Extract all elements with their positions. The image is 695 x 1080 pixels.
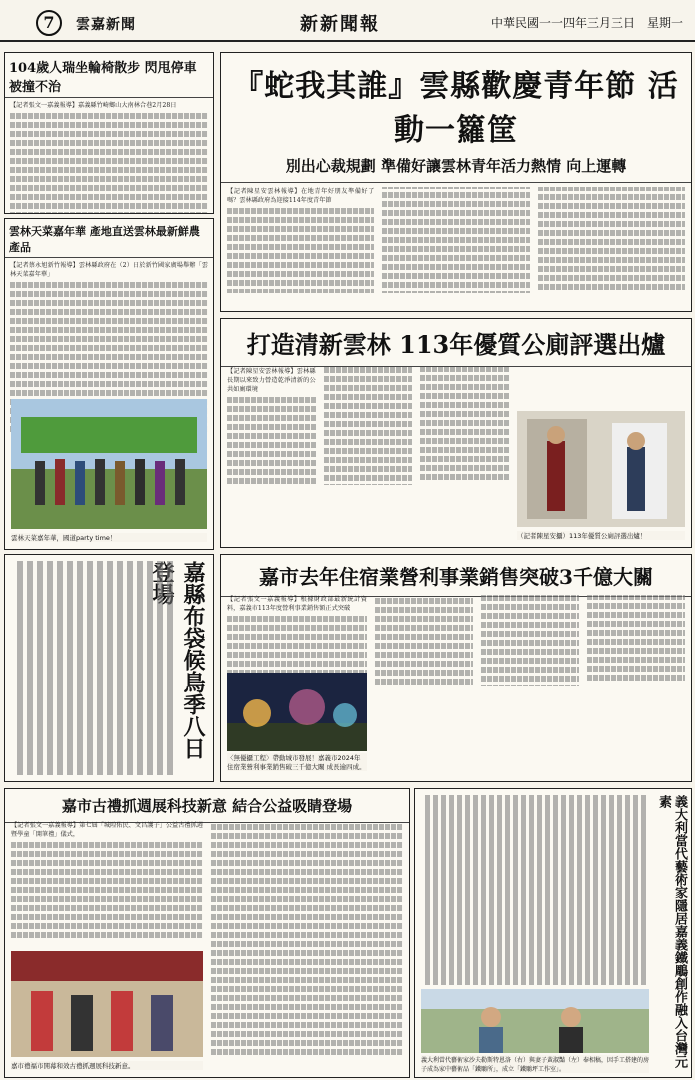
article-youth-day (220, 52, 692, 312)
article-subtitle: 別出心裁規劃 準備好讓雲林青年活力熱情 向上運轉 (221, 151, 691, 183)
article-title: 雲林天菜嘉年華 產地直送雲林最新鮮農產品 (5, 219, 213, 258)
article-title: 打造清新雲林 113年優質公廁評選出爐 (221, 319, 691, 367)
page-number: 7 (36, 10, 62, 36)
article-public-toilets (220, 318, 692, 548)
article-yunlin-festival (4, 218, 214, 550)
photo-caption: 〈無優攝工程〉帶動城市發展！嘉義市2024年住宿業營利事業銷售破三千億大關 成長逾四成。 (227, 754, 366, 771)
festival-photo (11, 399, 207, 529)
artist-photo (421, 989, 649, 1053)
toilet-photo (517, 411, 685, 527)
article-title: 104歲人瑞坐輪椅散步 閃甩停車被撞不治 (5, 53, 213, 98)
ceremony-photo (11, 951, 203, 1057)
page-header (0, 0, 695, 42)
article-bird-season (4, 554, 214, 782)
photo-caption: 雲林天菜嘉年華，國道party time！ (11, 533, 207, 542)
article-title: 嘉市古禮抓週展科技新意 結合公益吸睛登場 (5, 789, 409, 823)
photo-caption: 嘉市禮福市開幕和效古禮抓週展科技新意。 (11, 1061, 203, 1070)
article-zhuazhou (4, 788, 410, 1078)
article-title: 『蛇我其誰』雲縣歡慶青年節 活動一籮筐 (233, 69, 679, 148)
article-lead: 【記者張文一嘉義報導】嘉義縣竹崎鄉山大南林合巷2月28日 (10, 102, 177, 109)
article-lead: 【記者蔡永旭新竹報導】雲林縣政府在（2）日於新竹國家廣場舉辦「雲林天菜嘉年華」 (10, 262, 208, 278)
article-title: 義大利當代藝術家隱居嘉義鐵鵰創作融入台灣元素 (656, 795, 687, 1068)
article-lead: 【記者張文一嘉義報導】第七屆「城隍佑民、文昌護子」公益古禮抓週暨學童「開筆禮」儀式， (11, 822, 203, 838)
masthead: 新新聞報 (300, 14, 380, 35)
article-elder-accident (4, 52, 214, 214)
article-hospitality-sales (220, 554, 692, 782)
article-lead: 【記者陳星安雲林報導】雲林縣長期以來致力營造乾淨清新的公共如廁環境 (227, 368, 316, 393)
night-photo (227, 673, 367, 751)
article-lead: 【記者陳星安雲林報導】在地青年好朋友準備好了嗎？雲林縣政府為迎接114年度青年節 (227, 188, 375, 204)
photo-caption: （記者陳星安攝）113年優質公廁評選出爐！ (517, 531, 685, 540)
article-lead: 【記者張文一嘉義報導】根據財政部最新統計資料，嘉義市113年度營利事業銷售額正式突破 (227, 596, 367, 612)
photo-caption: 義大利當代藝術家沙夫勒斯特恩洛（右）與妻子黃淑豔（左）奉相稿，因手工搭建的房子成為家中藝術品「鐵鵰所」，成立「鐵鵰坪工作室」。 (421, 1057, 650, 1073)
article-title: 嘉縣布袋候鳥季八日 (180, 561, 206, 759)
issue-date: 中華民國一一四年三月三日 星期一 (490, 16, 683, 30)
section-name: 雲嘉新聞 (76, 17, 136, 33)
article-italian-artist (414, 788, 692, 1078)
article-title: 嘉市去年住宿業營利事業銷售突破3千億大關 (221, 555, 691, 597)
